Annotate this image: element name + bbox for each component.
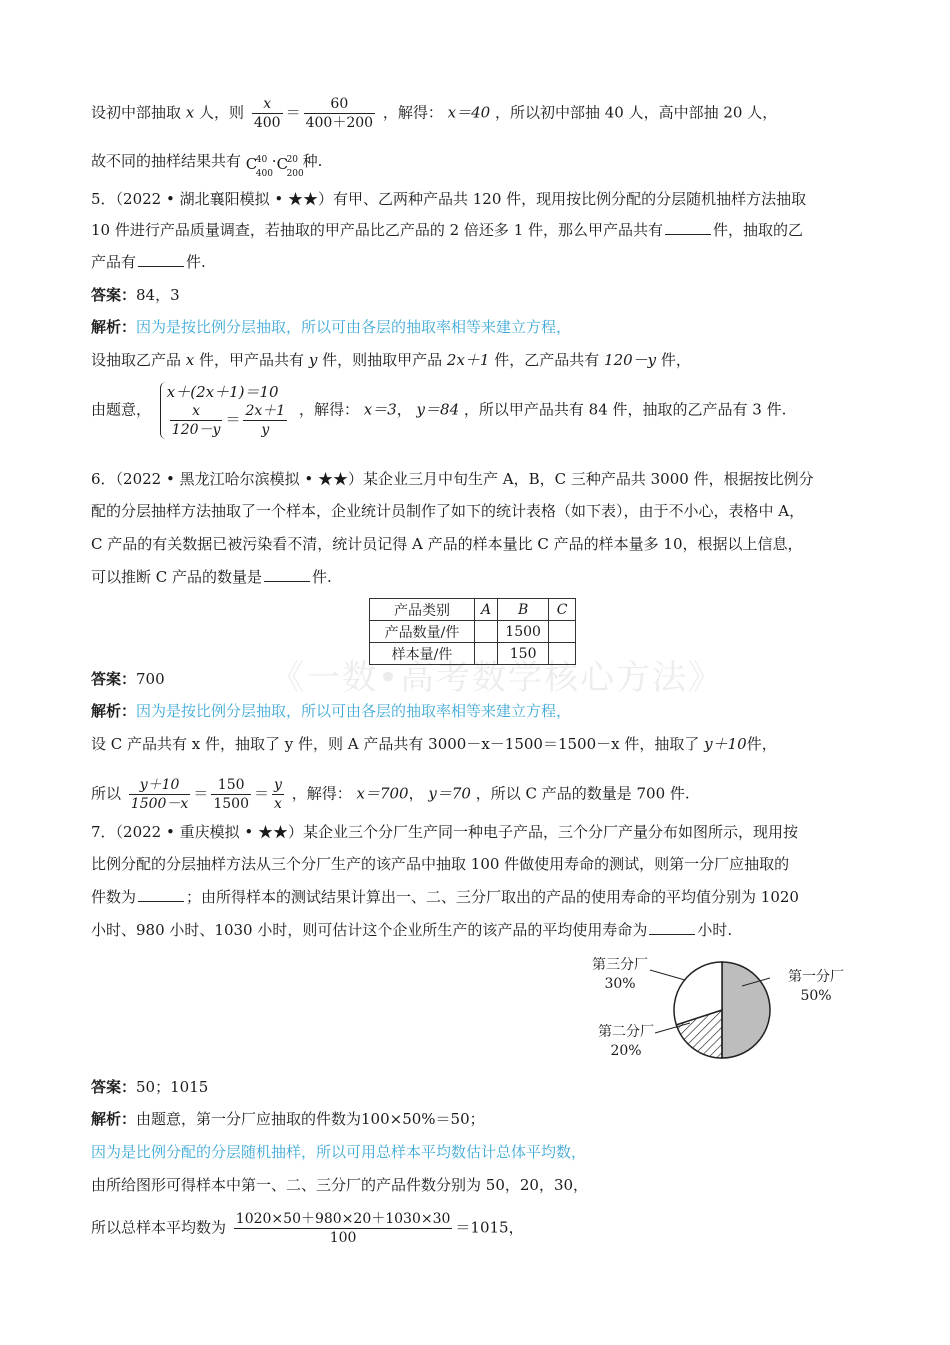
- text: ，所以初中部抽 40 人，高中部抽 20 人，: [494, 103, 778, 122]
- denominator: 400: [253, 115, 281, 131]
- analysis-label: 解析：: [91, 1110, 137, 1128]
- text: 设抽取乙产品: [91, 351, 182, 369]
- q6-line4: [91, 566, 332, 588]
- slice-label: 第三分厂: [592, 957, 648, 973]
- text: 产品有: [91, 253, 137, 271]
- system-row: $\frac{x}{120-y}$ ＝ $\frac{2x+1}{y}$: [171, 403, 286, 438]
- answer-blank: [138, 887, 184, 902]
- answer-blank: [649, 920, 695, 935]
- numerator: 1020×50＋980×20＋1030×30: [235, 1211, 451, 1227]
- table-cell: [475, 643, 498, 665]
- fraction: [129, 776, 191, 813]
- denominator: 100: [329, 1230, 357, 1246]
- q7-line4: [91, 919, 732, 941]
- text: 小时.: [697, 921, 733, 939]
- text: ，解得：: [382, 103, 443, 122]
- fraction: [170, 402, 223, 439]
- q7-analysis: [91, 1108, 485, 1130]
- fraction: [252, 95, 283, 132]
- text: 设 C 产品共有 x 件，抽取了 y 件，则 A 产品共有 3000－x－1500＝1500－x 件，抽取了: [91, 735, 700, 753]
- q6-line5: [91, 733, 777, 755]
- table-header: C: [549, 599, 576, 621]
- denominator: 1500: [213, 796, 249, 812]
- text: 故不同的抽样结果共有: [91, 152, 242, 170]
- fraction: [304, 95, 375, 132]
- q7-line1: 7．（2022 • 重庆模拟 • ★★）某企业三个分厂生产同一种电子产品，三个分厂产量分布如图所示，现用按: [91, 823, 798, 841]
- q5-analysis: [91, 316, 571, 338]
- numerator: 150: [211, 776, 251, 795]
- combination: C 20 200: [277, 151, 303, 173]
- table-cell: 1500: [498, 621, 549, 643]
- slice-value: 20%: [610, 1043, 642, 1059]
- equation: y＝84: [416, 400, 460, 419]
- text: 件，: [746, 735, 777, 753]
- pie-label-second: [598, 1023, 654, 1061]
- answer-label: 答案：: [91, 286, 137, 304]
- q6-line2: 配的分层抽样方法抽取了一个样本，企业统计员制作了如下的统计表格（如下表），由于不小心，表格中 A，: [91, 502, 805, 520]
- pie-chart: [580, 948, 880, 1068]
- q7-line7: [91, 1210, 524, 1247]
- q5-answer: [91, 284, 180, 306]
- slice-value: 30%: [604, 976, 636, 992]
- var-x: x: [185, 103, 195, 122]
- expression: 120－y: [604, 351, 657, 369]
- q7-analysis-hint: 因为是比例分配的分层随机抽样，所以可用总样本平均数估计总体平均数，: [91, 1143, 587, 1161]
- stat-table: [369, 598, 576, 665]
- answer-label: 答案：: [91, 1078, 137, 1096]
- q7-line6: 由所给图形可得样本中第一、二、三分厂的产品件数分别为 50，20，30，: [91, 1176, 589, 1194]
- numerator: x: [252, 95, 283, 114]
- text: 件，: [660, 351, 691, 369]
- equation: x＝700: [356, 784, 409, 803]
- text: 所以: [91, 784, 122, 803]
- text: 件.: [186, 253, 206, 271]
- q7-line3: [91, 886, 799, 908]
- answer-value: 50；1015: [136, 1078, 209, 1096]
- fraction: [243, 402, 287, 439]
- analysis-hint: 因为是按比例分层抽取，所以可由各层的抽取率相等来建立方程，: [136, 702, 572, 720]
- denominator: x: [274, 796, 282, 812]
- text: 件，抽取的乙: [713, 221, 804, 239]
- text: 件，乙产品共有: [494, 351, 600, 369]
- text: 件.: [312, 568, 332, 586]
- leader-line: [650, 970, 685, 980]
- text: ＝1015，: [455, 1218, 524, 1237]
- text: 件数为: [91, 888, 137, 906]
- text: 可以推断 C 产品的数量是: [91, 568, 263, 586]
- text: 小时、980 小时、1030 小时，则可估计这个企业所生产的该产品的平均使用寿命为: [91, 921, 648, 939]
- analysis-label: 解析：: [91, 702, 137, 720]
- expression: 2x＋1: [446, 351, 490, 369]
- answer-blank: [264, 567, 310, 582]
- analysis-hint: 因为是按比例分层抽取，所以可由各层的抽取率相等来建立方程，: [136, 318, 572, 336]
- fraction: [211, 776, 251, 813]
- text: ，解得：: [291, 784, 352, 803]
- text: ；由所得样本的测试结果计算出一、二、三分厂取出的产品的使用寿命的平均值分别为 1020: [186, 888, 799, 906]
- denominator: 400＋200: [305, 115, 374, 131]
- q5-line5: 由题意， x＋(2x＋1)＝10 $\frac{x}{120-y}$ ＝ $\frac{2x+1}{y}$ ，解得： x＝3， y＝84 ，所以甲产品共有 84 件，抽取的乙产品有 3 件.: [91, 383, 787, 438]
- table-row: [370, 621, 576, 643]
- q4-solution-line2: 故不同的抽样结果共有 C 40 400 · C 20 200 种.: [91, 150, 322, 173]
- q6-line1: 6．（2022 • 黑龙江哈尔滨模拟 • ★★）某企业三月中旬生产 A，B，C 三种产品共 3000 件，根据按比例分: [91, 470, 814, 488]
- slice-value: 50%: [800, 988, 832, 1004]
- text: ，解得：: [298, 400, 359, 419]
- answer-blank: [138, 252, 184, 267]
- answer-label: 答案：: [91, 670, 137, 688]
- text: 件，则抽取甲产品: [322, 351, 443, 369]
- text: ，所以 C 产品的数量是 700 件.: [475, 784, 690, 803]
- numerator: 60: [304, 95, 375, 114]
- q6-answer: [91, 668, 165, 690]
- q6-line6: 所以 $\frac{y+10}{1500-x}$ ＝ $\frac{150}{1500}$ ＝ $\frac{y}{x}$ ，解得： x＝700， y＝70 ，所以 C 产品的数量是 700 件.: [91, 777, 690, 812]
- numerator: x: [170, 402, 223, 421]
- table-header: B: [498, 599, 549, 621]
- comb-sub: 200: [286, 169, 304, 179]
- comb-sup: 20: [286, 155, 299, 165]
- table-cell: [475, 621, 498, 643]
- equation: y＝70: [428, 784, 471, 803]
- pie-slice: [722, 962, 770, 1058]
- equation: x＝40: [447, 103, 491, 122]
- text: 人，则: [199, 103, 245, 122]
- table-header: A: [475, 599, 498, 621]
- analysis-text: 由题意，第一分厂应抽取的件数为100×50%＝50；: [136, 1110, 485, 1128]
- q6-line3: C 产品的有关数据已被污染看不清，统计员记得 A 产品的样本量比 C 产品的样本量多 10，根据以上信息，: [91, 535, 803, 553]
- answer-blank: [665, 220, 711, 235]
- var: x: [185, 351, 195, 369]
- analysis-label: 解析：: [91, 318, 137, 336]
- numerator: 2x＋1: [245, 403, 286, 419]
- pie-label-first: [788, 968, 844, 1006]
- equation: x＝3: [363, 400, 397, 419]
- fraction: [234, 1210, 453, 1247]
- expression: y＋10: [704, 735, 747, 753]
- combination: C 40 400: [246, 151, 272, 173]
- text: 种.: [302, 152, 323, 170]
- comb-sub: 400: [255, 169, 273, 179]
- denominator: 120－y: [171, 422, 221, 438]
- watermark: 《一数•高考数学核心方法》: [270, 658, 725, 698]
- text: ，所以甲产品共有 84 件，抽取的乙产品有 3 件.: [463, 400, 787, 419]
- denominator: 1500－x: [130, 796, 189, 812]
- system-row: x＋(2x＋1)＝10: [166, 383, 279, 401]
- pie-label-third: [592, 956, 648, 994]
- var: y: [308, 351, 318, 369]
- q5-line3: [91, 251, 206, 273]
- table-row: [370, 643, 576, 665]
- text: 件，甲产品共有: [199, 351, 305, 369]
- text: 所以总样本平均数为: [91, 1218, 227, 1237]
- table-cell: 产品数量/件: [370, 621, 475, 643]
- q5-line1: 5．（2022 • 湖北襄阳模拟 • ★★）有甲、乙两种产品共 120 件，现用按比例分配的分层随机抽样方法抽取: [91, 190, 807, 208]
- slice-label: 第二分厂: [598, 1024, 654, 1040]
- table-cell: 150: [498, 643, 549, 665]
- q5-line4: [91, 349, 691, 371]
- text: 10 件进行产品质量调查，若抽取的甲产品比乙产品的 2 倍还多 1 件，那么甲产品共有: [91, 221, 664, 239]
- q7-line2: 比例分配的分层抽样方法从三个分厂生产的该产品中抽取 100 件做使用寿命的测试，则第一分厂应抽取的: [91, 855, 790, 873]
- q7-answer: [91, 1076, 208, 1098]
- answer-value: 700: [136, 670, 165, 688]
- equation-system: [160, 382, 290, 439]
- q4-solution-line1: 设初中部抽取 x 人，则 $\frac{x}{400}$ ＝ $\frac{60}{400+200}$ ，解得： x＝40 ，所以初中部抽 40 人，高中部抽 20 人，: [91, 96, 778, 131]
- table-cell: [549, 621, 576, 643]
- table-header: 产品类别: [370, 599, 475, 621]
- table-header-row: [370, 599, 576, 621]
- q5-line2: [91, 219, 803, 241]
- numerator: y＋10: [129, 776, 191, 795]
- slice-label: 第一分厂: [788, 969, 844, 985]
- fraction: [272, 776, 284, 813]
- text: 由题意，: [91, 400, 152, 419]
- table-cell: [549, 643, 576, 665]
- comb-sup: 40: [255, 155, 268, 165]
- answer-value: 84，3: [136, 286, 180, 304]
- numerator: y: [274, 777, 282, 793]
- table-cell: 样本量/件: [370, 643, 475, 665]
- text: 设初中部抽取: [91, 103, 182, 122]
- q6-analysis: [91, 700, 571, 722]
- denominator: y: [261, 422, 270, 438]
